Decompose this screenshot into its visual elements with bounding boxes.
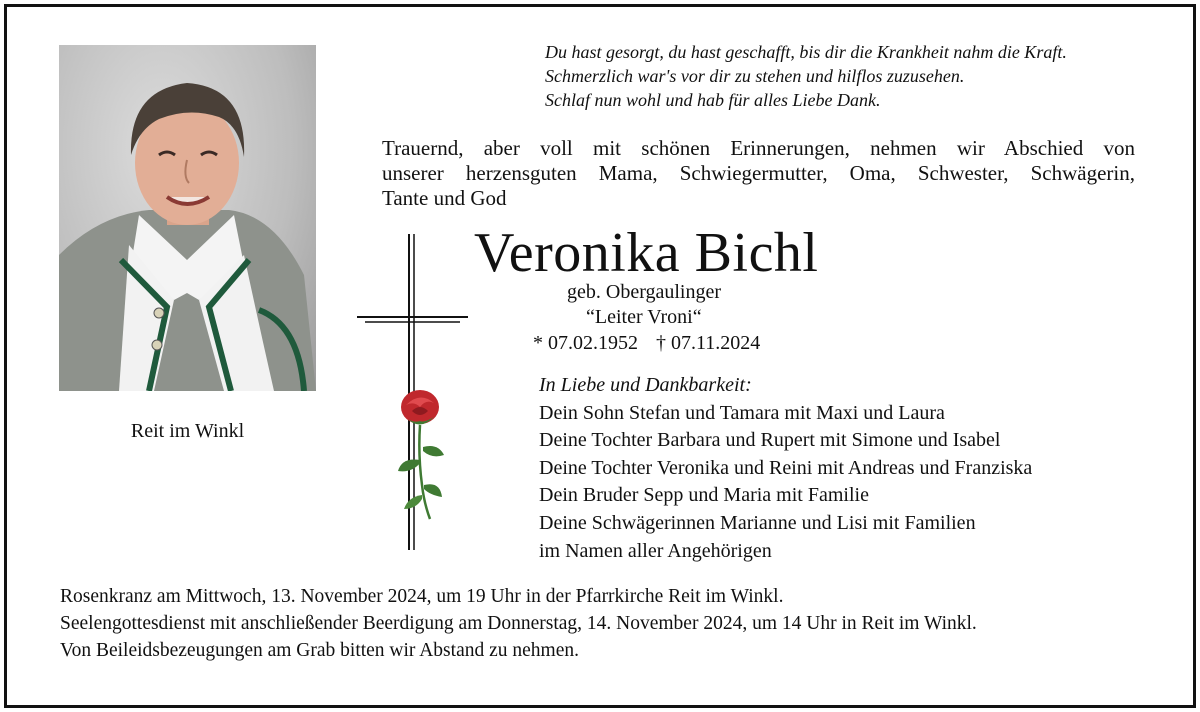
death-date: † 07.11.2024 [656,332,761,354]
mourners-list [539,372,1032,565]
intro-text [382,136,1135,211]
poem-line: Schmerzlich war's vor dir zu stehen und hilflos zuzusehen. [545,66,965,86]
mourner-line: Deine Schwägerinnen Marianne und Lisi mit Familien [539,511,976,534]
mourner-line: im Namen aller Angehörigen [539,539,772,562]
mourners-heading: In Liebe und Dankbarkeit: [539,374,752,396]
portrait-photo [59,45,316,391]
nickname: “Leiter Vroni“ [586,306,702,328]
mourner-line: Dein Sohn Stefan und Tamara mit Maxi und Laura [539,401,945,424]
birth-name: geb. Obergaulinger [567,281,722,303]
mourner-line: Dein Bruder Sepp und Maria mit Familie [539,484,869,507]
footer-line: Rosenkranz am Mittwoch, 13. November 2024, um 19 Uhr in der Pfarrkirche Reit im Winkl. [60,586,784,607]
intro-line: Tante und God [382,186,507,210]
life-dates [533,331,760,355]
mourner-line: Deine Tochter Veronika und Reini mit Andreas und Franziska [539,456,1033,479]
poem-line: Du hast gesorgt, du hast geschafft, bis dir die Krankheit nahm die Kraft. [545,42,1067,62]
poem [545,40,1067,112]
rose-icon [390,385,450,530]
footer-line: Seelengottesdienst mit anschließender Beerdigung am Donnerstag, 14. November 2024, um 14 Uhr in Reit im Winkl. [60,613,977,634]
service-details [60,583,977,664]
intro-line: Trauernd, aber voll mit schönen Erinnerungen, nehmen wir Abschied von [382,136,1135,160]
intro-line: unserer herzensguten Mama, Schwiegermutter, Oma, Schwester, Schwägerin, [382,161,1135,185]
footer-line: Von Beileidsbezeugungen am Grab bitten wir Abstand zu nehmen. [60,640,579,661]
place-name: Reit im Winkl [130,420,245,442]
poem-line: Schlaf nun wohl und hab für alles Liebe Dank. [545,90,881,110]
mourner-line: Deine Tochter Barbara und Rupert mit Simone und Isabel [539,429,1001,452]
birth-date: * 07.02.1952 [533,332,638,354]
deceased-name: Veronika Bichl [474,222,819,284]
